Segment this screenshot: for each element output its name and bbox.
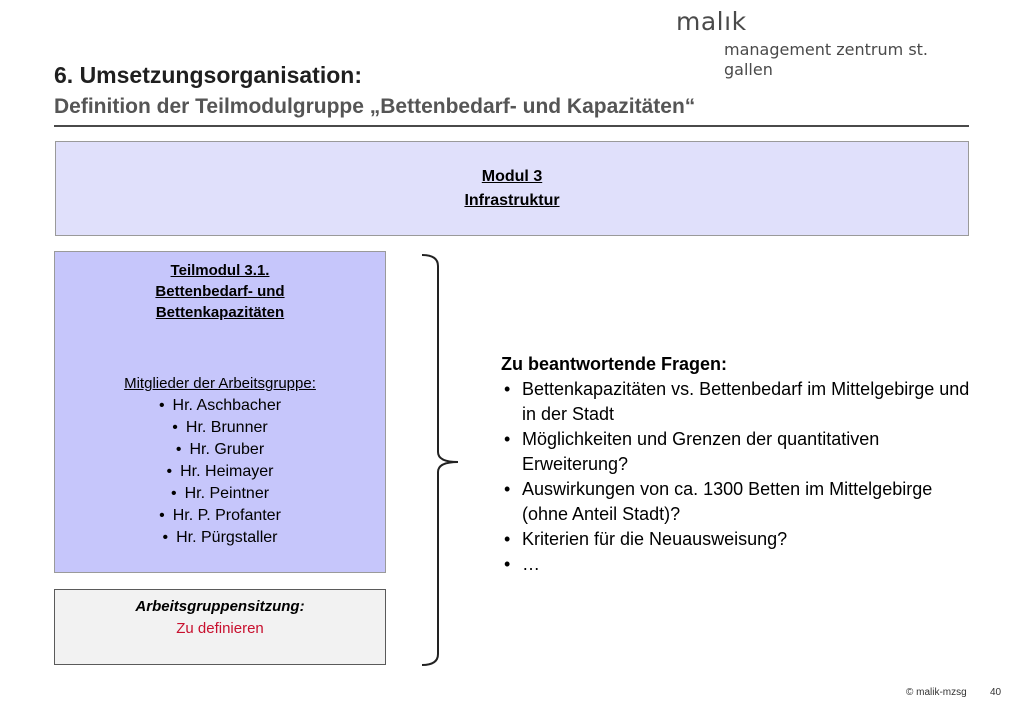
teilmodul-title-2: Bettenbedarf- und bbox=[155, 283, 285, 300]
page-number: 40 bbox=[990, 687, 1002, 698]
logo-subtitle: management zentrum st. gallen bbox=[724, 40, 929, 79]
members-label: Mitglieder der Arbeitsgruppe: bbox=[124, 375, 316, 392]
list-item: • Bettenkapazitäten vs. Bettenbedarf im Mittelgebirge und in der Stadt bbox=[501, 377, 971, 427]
page-title: 6. Umsetzungsorganisation: bbox=[54, 62, 362, 88]
logo-mark: malık bbox=[676, 7, 747, 36]
session-box bbox=[54, 589, 386, 665]
modul-name: Infrastruktur bbox=[464, 191, 560, 209]
bracket-path bbox=[422, 255, 458, 665]
member-name: Hr. Peintner bbox=[184, 485, 270, 502]
list-item: • Hr. Heimayer bbox=[166, 463, 274, 480]
list-item: • Hr. Brunner bbox=[172, 419, 268, 436]
modul-box bbox=[55, 141, 969, 236]
list-item: • Möglichkeiten und Grenzen der quantitativen Erweiterung? bbox=[501, 427, 971, 477]
teilmodul-box bbox=[54, 251, 386, 573]
list-item: • Hr. Pürgstaller bbox=[162, 529, 278, 546]
footer-copyright: © malik-mzsg bbox=[906, 687, 967, 698]
list-item: • Hr. Gruber bbox=[175, 441, 265, 458]
questions-block bbox=[501, 352, 971, 577]
title-divider bbox=[54, 125, 969, 127]
member-name: Hr. Aschbacher bbox=[172, 397, 282, 414]
teilmodul-title-3: Bettenkapazitäten bbox=[155, 304, 285, 321]
member-list bbox=[55, 395, 385, 549]
teilmodul-title-1: Teilmodul 3.1. bbox=[170, 262, 270, 279]
member-name: Hr. Gruber bbox=[189, 441, 265, 458]
modul-number: Modul 3 bbox=[481, 167, 543, 185]
list-item: • Hr. P. Profanter bbox=[159, 507, 281, 524]
member-name: Hr. Heimayer bbox=[180, 463, 274, 480]
list-item: • Auswirkungen von ca. 1300 Betten im Mittelgebirge (ohne Anteil Stadt)? bbox=[501, 477, 971, 527]
member-name: Hr. Brunner bbox=[185, 419, 268, 436]
session-title: Arbeitsgruppensitzung: bbox=[135, 598, 305, 615]
list-item: • … bbox=[501, 552, 971, 577]
list-item: • Kriterien für die Neuausweisung? bbox=[501, 527, 971, 552]
question-list bbox=[501, 377, 971, 577]
member-name: Hr. P. Profanter bbox=[172, 507, 281, 524]
curly-bracket bbox=[418, 252, 466, 670]
questions-title: Zu beantwortende Fragen: bbox=[501, 354, 728, 374]
list-item: • Hr. Aschbacher bbox=[158, 397, 282, 414]
session-value: Zu definieren bbox=[176, 620, 264, 637]
member-name: Hr. Pürgstaller bbox=[176, 529, 278, 546]
list-item: • Hr. Peintner bbox=[170, 485, 270, 502]
page-subtitle: Definition der Teilmodulgruppe „Bettenbedarf- und Kapazitäten“ bbox=[54, 95, 696, 118]
